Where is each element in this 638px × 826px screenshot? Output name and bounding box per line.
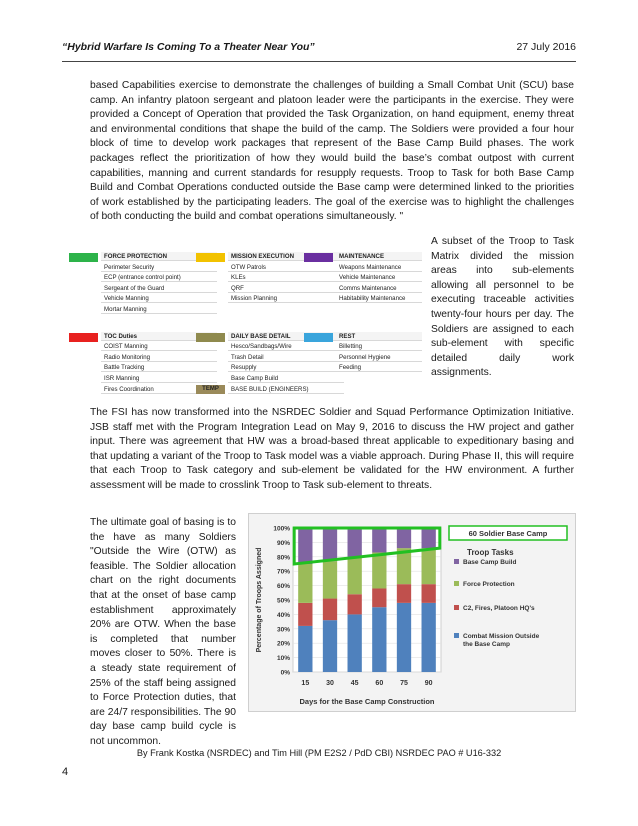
- bar-segment: [348, 528, 362, 557]
- matrix-swatch-top-1: [69, 253, 98, 262]
- bar-segment: [372, 607, 386, 672]
- matrix-swatch-top-3: [304, 253, 333, 262]
- chart-title: 60 Soldier Base Camp: [468, 529, 548, 538]
- matrix-category-header: DAILY BASE DETAIL: [228, 332, 344, 341]
- legend-entry: Base Camp Build: [463, 559, 517, 566]
- matrix-item: Weapons Maintenance: [336, 263, 422, 272]
- bar-segment: [422, 548, 436, 584]
- legend-entry: Force Protection: [463, 581, 515, 588]
- matrix-swatch-top-2: [196, 253, 225, 262]
- bar-segment: [323, 528, 337, 561]
- legend-entry: C2, Fires, Platoon HQ's: [463, 605, 535, 612]
- legend-title: Troop Tasks: [467, 548, 514, 557]
- y-tick-label: 40%: [276, 611, 290, 619]
- y-tick-label: 90%: [276, 539, 290, 547]
- matrix-item: Radio Monitoring: [101, 353, 217, 362]
- legend-swatch: [454, 581, 459, 586]
- matrix-item: Mission Planning: [228, 294, 344, 303]
- matrix-item: ISR Manning: [101, 374, 217, 383]
- bar-segment: [422, 603, 436, 672]
- matrix-category-header: TOC Duties: [101, 332, 217, 341]
- bar-segment: [397, 603, 411, 672]
- x-tick-label: 45: [350, 680, 359, 687]
- matrix-item: Resupply: [228, 363, 344, 372]
- soldier-allocation-chart: [248, 513, 576, 712]
- matrix-swatch-bot-1: [69, 333, 98, 342]
- matrix-swatch-bot-2: [196, 333, 225, 342]
- bar-segment: [298, 528, 312, 564]
- y-tick-label: 30%: [276, 626, 290, 634]
- y-tick-label: 70%: [276, 568, 290, 576]
- matrix-item: Mortar Manning: [101, 305, 217, 314]
- y-tick-label: 10%: [276, 655, 290, 663]
- header-date: 27 July 2016: [516, 41, 576, 53]
- header-rule: [62, 61, 576, 62]
- matrix-item: Trash Detail: [228, 353, 344, 362]
- bar-segment: [372, 588, 386, 607]
- y-tick-label: 100%: [273, 525, 290, 533]
- matrix-item: Battle Tracking: [101, 363, 217, 372]
- body-paragraph-3: The FSI has now transformed into the NSRDEC Soldier and Squad Performance Optimization Initiative. JSB staff met with the Program Integration Lead on May 9, 2016 to discuss the HW project and gather input. There was agreement that HW was a broad-based threat applicable to expeditionary basing and that updating a variant of the Troop to Task model was a viable approach. During Phase II, this will require that each Troop to Task category and sub-element be validated for the HW environment. A further assessment will be made to crosslink Troop to Task sub-element to threats.: [90, 407, 574, 491]
- matrix-item: Feeding: [336, 363, 422, 372]
- matrix-swatch-bot-3: [304, 333, 333, 342]
- matrix-item: Billetting: [336, 342, 422, 351]
- body-paragraph-4: The ultimate goal of basing is to the have as many Soldiers "Outside the Wire (OTW) as feasible. The Soldier allocation chart on the right documents that at the onset of base camp establishment approximately 20% are OTW. When the base is completed that number moves closer to 50%. There is a steady state requirement of 25% of the staff being assigned to Force Protection duties, that are 24/7 responsibilities. The 90 day base camp build cycle is not uncommon.: [90, 517, 236, 747]
- bar-segment: [372, 528, 386, 552]
- matrix-item: Hesco/Sandbags/Wire: [228, 342, 344, 351]
- y-tick-label: 60%: [276, 583, 290, 591]
- matrix-category-header: MISSION EXECUTION: [228, 252, 344, 261]
- matrix-item: Vehicle Manning: [101, 294, 217, 303]
- troop-to-task-matrix: [67, 252, 422, 404]
- body-paragraph-2: A subset of the Troop to Task Matrix divided the mission areas into sub-elements allowing all personnel to be executing traceable activities twenty-four hours per day. The Soldiers are assigned to each sub-element with specific detailed daily work assignments.: [431, 236, 574, 379]
- bar-segment: [422, 528, 436, 548]
- x-tick-label: 15: [301, 680, 310, 687]
- x-tick-label: 75: [400, 680, 408, 687]
- bar-segment: [348, 557, 362, 594]
- matrix-category-header: FORCE PROTECTION: [101, 252, 217, 261]
- matrix-item: Sergeant of the Guard: [101, 284, 217, 293]
- bar-segment: [422, 584, 436, 603]
- matrix-item: BASE BUILD (ENGINEERS): [228, 385, 344, 394]
- legend-swatch: [454, 559, 459, 564]
- y-tick-label: 20%: [276, 640, 290, 648]
- matrix-item: Comms Maintenance: [336, 284, 422, 293]
- legend-entry: the Base Camp: [463, 641, 510, 648]
- legend-swatch: [454, 605, 459, 610]
- x-tick-label: 90: [424, 680, 433, 687]
- bar-segment: [323, 561, 337, 598]
- matrix-category-header: MAINTENANCE: [336, 252, 422, 261]
- matrix-item: COIST Manning: [101, 342, 217, 351]
- x-axis-label: Days for the Base Camp Construction: [299, 697, 435, 706]
- matrix-item: OTW Patrols: [228, 263, 344, 272]
- body-paragraph-1: based Capabilities exercise to demonstrate the challenges of building a Small Combat Unit (SCU) base camp. An infantry platoon sergeant and platoon leader were the participants in the exercise. They were provided a Concept of Operation that provided the Task Organization, on hand equipment, enemy threat and environmental conditions that shape the build of the camp. The Soldiers were provided a four hour block of time to develop work packages that represent of the Base Camp Build phases. The work packages reflect the prioritization of how they would build the base’s combat outpost with current capabilities, manning and current standards for resupply requests. Troop to Task for both Base Camp Build and Combat Operations conducted outside the Base camp were determined linked to the priorities of work established by the participating leaders. The goal of the exercise was to highlight the challenges of both conducting the build and combat operations simultaneously. ": [90, 80, 574, 223]
- header-title: “Hybrid Warfare Is Coming To a Theater Near You”: [62, 41, 315, 53]
- bar-segment: [348, 614, 362, 672]
- bar-segment: [323, 599, 337, 621]
- bar-segment: [372, 552, 386, 588]
- matrix-item: Habitability Maintenance: [336, 294, 422, 303]
- matrix-item: Personnel Hygiene: [336, 353, 422, 362]
- legend-swatch: [454, 633, 459, 638]
- x-tick-label: 30: [326, 680, 334, 687]
- bar-segment: [397, 584, 411, 603]
- matrix-temp-label: TEMP: [196, 385, 225, 394]
- y-tick-label: 50%: [276, 597, 290, 605]
- matrix-category-header: REST: [336, 332, 422, 341]
- y-axis-label: Percentage of Troops Assigned: [256, 547, 263, 653]
- matrix-item: Base Camp Build: [228, 374, 344, 383]
- matrix-item: Fires Coordination: [101, 385, 217, 394]
- bar-segment: [348, 594, 362, 614]
- matrix-item: Vehicle Maintenance: [336, 273, 422, 282]
- x-tick-label: 60: [375, 680, 384, 687]
- matrix-item: ECP (entrance control point): [101, 273, 217, 282]
- bar-segment: [323, 620, 337, 672]
- bar-segment: [397, 528, 411, 548]
- y-tick-label: 80%: [276, 554, 290, 562]
- matrix-item: QRF: [228, 284, 344, 293]
- legend-entry: Combat Mission Outside: [463, 633, 540, 640]
- bar-segment: [298, 603, 312, 626]
- bar-segment: [298, 564, 312, 603]
- page-number: 4: [62, 766, 69, 778]
- matrix-item: Perimeter Security: [101, 263, 217, 272]
- footer-credit: By Frank Kostka (NSRDEC) and Tim Hill (PM E2S2 / PdD CBI) NSRDEC PAO # U16-332: [136, 748, 502, 758]
- y-tick-label: 0%: [280, 669, 290, 677]
- matrix-item: KLEs: [228, 273, 344, 282]
- bar-segment: [298, 626, 312, 672]
- chart-svg: [249, 514, 575, 711]
